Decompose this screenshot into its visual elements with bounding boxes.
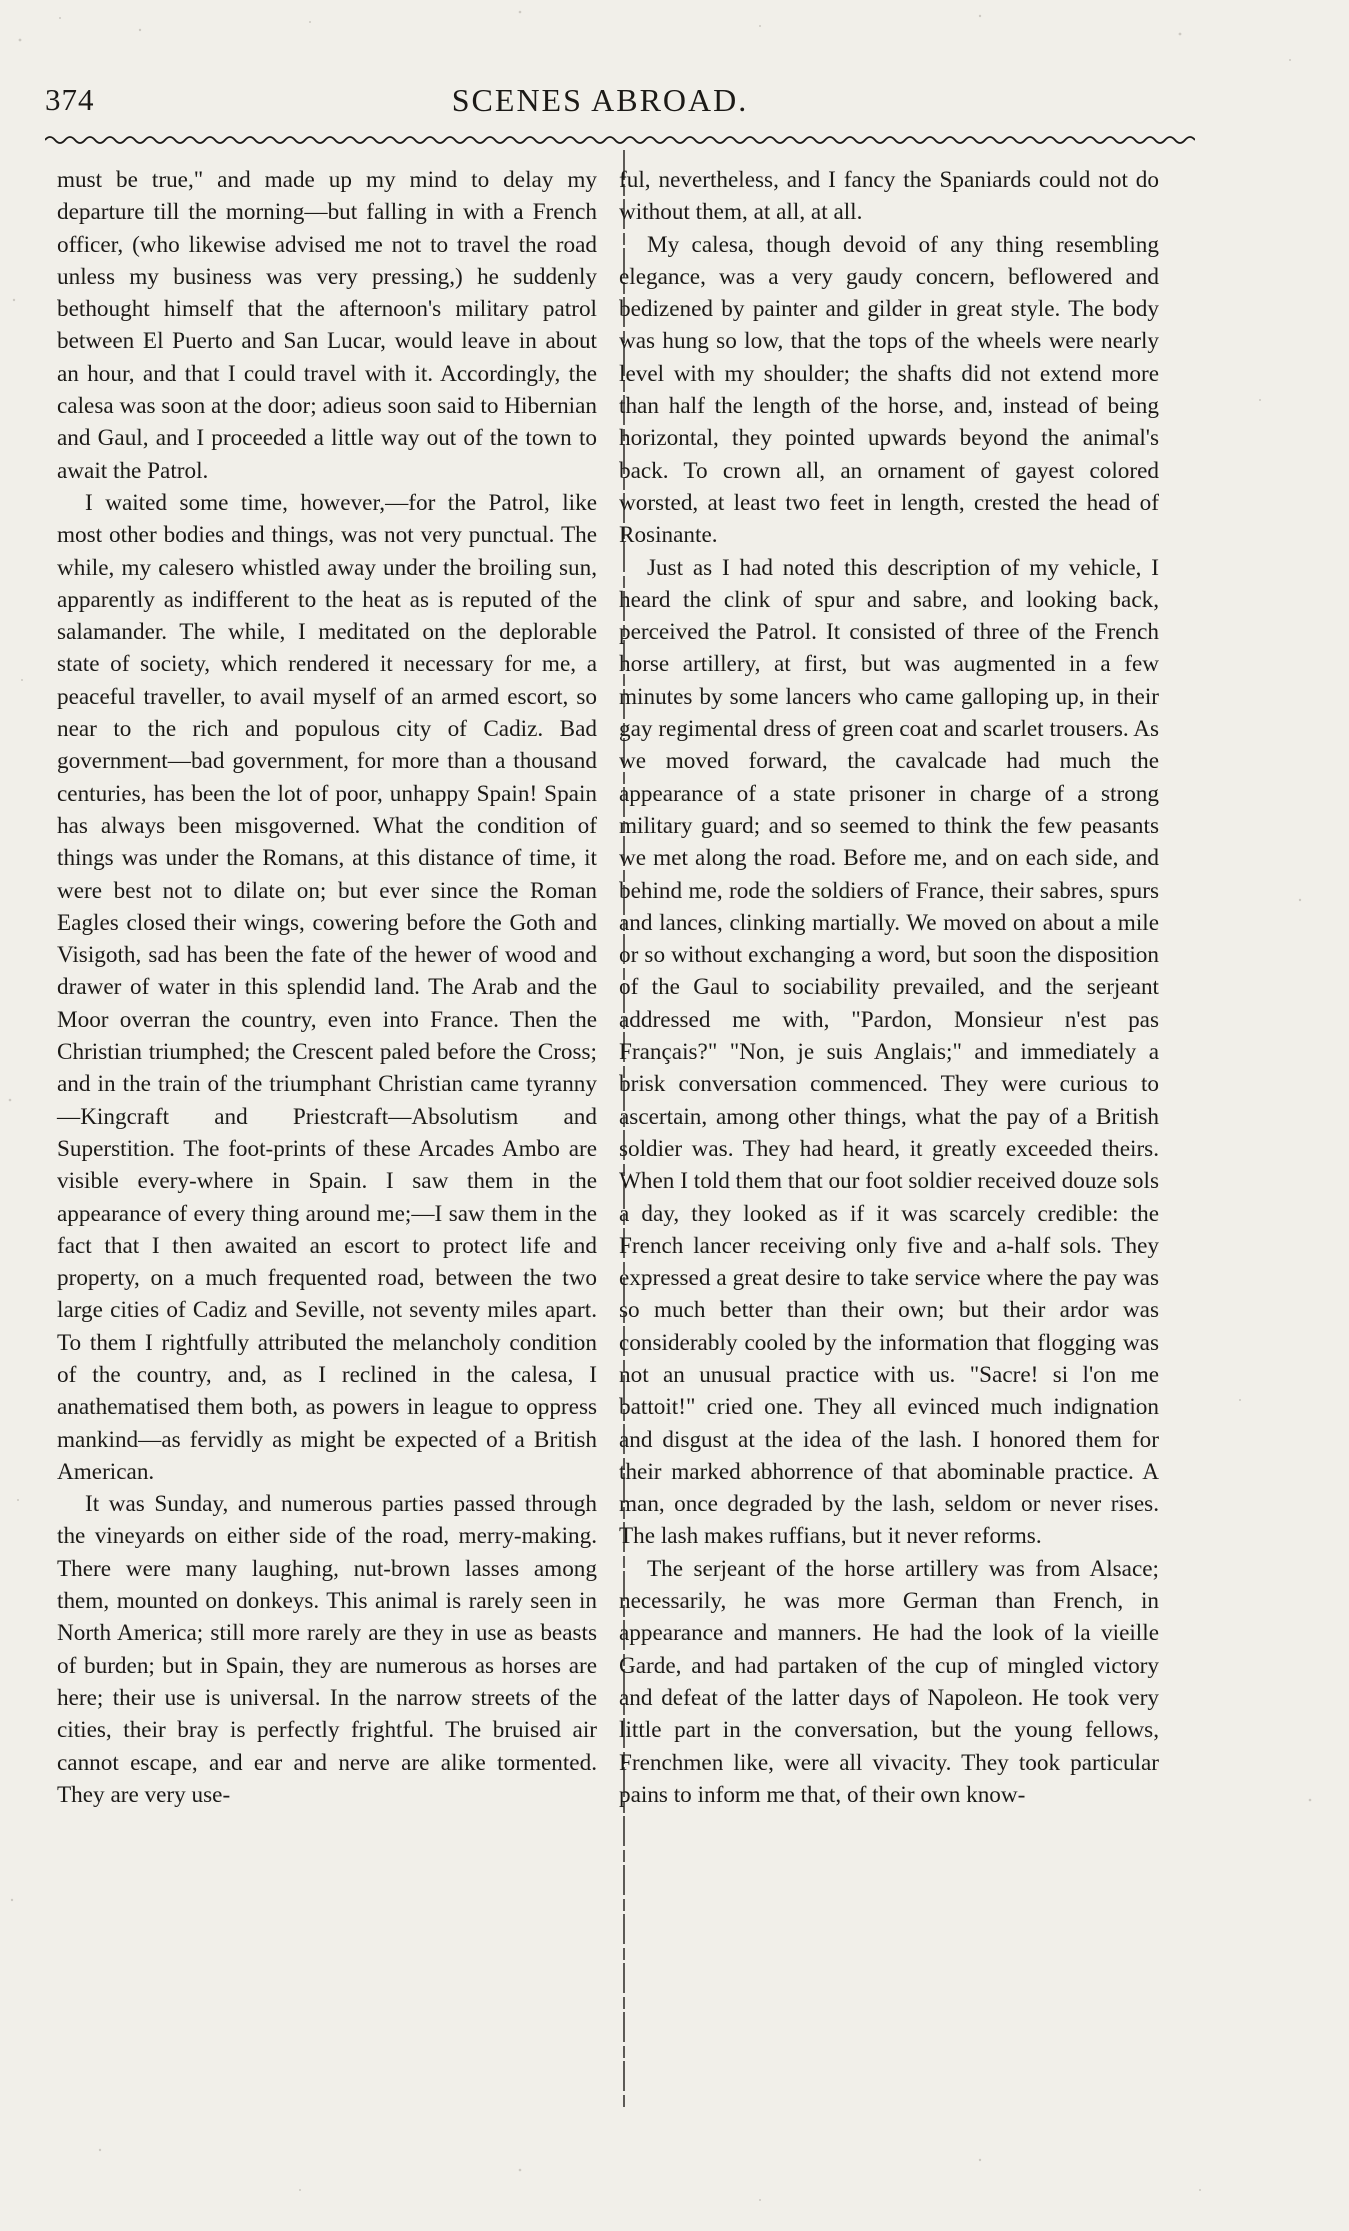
page-number: 374 bbox=[45, 82, 95, 117]
wavy-header-rule bbox=[45, 133, 1195, 147]
running-head: SCENES ABROAD. bbox=[451, 82, 749, 118]
paragraph: ful, nevertheless, and I fancy the Spaniards could not do without them, at all, at all. bbox=[619, 167, 1159, 226]
paragraph: It was Sunday, and numerous parties passed through the vineyards on either side of the road, merry-making. There were many laughing, nut-brown lasses among them, mounted on donkeys. This animal is rarely seen in North America; still more rarely are they in use as beasts of burden; but in Spain, they are numerous as horses are here; their use is universal. In the narrow streets of the cities, their bray is perfectly frightful. The bruised air cannot escape, and ear and nerve are alike tormented. They are very use- bbox=[57, 1491, 597, 1808]
paragraph: must be true," and made up my mind to delay my departure till the morning—but falling in with a French officer, (who likewise advised me not to travel the road unless my business was very pressing,) he suddenly bethought himself that the afternoon's military patrol between El Puerto and San Lucar, would leave in about an hour, and that I could travel with it. Accordingly, the calesa was soon at the door; adieus soon said to Hibernian and Gaul, and I proceeded a little way out of the town to await the Patrol. bbox=[57, 167, 597, 484]
page-header bbox=[45, 82, 1155, 128]
paragraph: My calesa, though devoid of any thing resembling elegance, was a very gaudy concern, beflowered and bedizened by painter and gilder in great style. The body was hung so low, that the tops of the wheels were nearly level with my shoulder; the shafts did not extend more than half the length of the horse, and, instead of being horizontal, they pointed upwards beyond the animal's back. To crown all, an ornament of gayest colored worsted, at least two feet in length, crested the head of Rosinante. bbox=[619, 231, 1159, 549]
paragraph: The serjeant of the horse artillery was from Alsace; necessarily, he was more German than French, in appearance and manners. He had the look of la vieille Garde, and had partaken of the cup of mingled victory and defeat of the latter days of Napoleon. He took very little part in the conversation, but the young fellows, Frenchmen like, were all vivacity. They took particular pains to inform me that, of their own know- bbox=[619, 1555, 1159, 1808]
paragraph: Just as I had noted this description of my vehicle, I heard the clink of spur and sabre, and looking back, perceived the Patrol. It consisted of three of the French horse artillery, at first, but was augmented in a few minutes by some lancers who came galloping up, in their gay regimental dress of green coat and scarlet trousers. As we moved forward, the cavalcade had much the appearance of a state prisoner in charge of a strong military guard; and so seemed to think the few peasants we met along the road. Before me, and on each side, and behind me, rode the soldiers of France, their sabres, spurs and lances, clinking martially. We moved on about a mile or so without exchanging a word, but soon the disposition of the Gaul to sociability prevailed, and the serjeant addressed me with, "Pardon, Monsieur n'est pas Français?" "Non, je suis Anglais;" and immediately a brisk conversation commenced. They were curious to ascertain, among other things, what the pay of a British soldier was. They had heard, it greatly exceeded theirs. When I told them that our foot soldier received douze sols a day, they looked as if it was scarcely credible: the French lancer receiving only five and a-half sols. They expressed a great desire to take service where the pay was so much better than their own; but their ardor was considerably cooled by the information that flogging was not an unusual practice with us. "Sacre! si l'on me battoit!" cried one. They all evinced much indignation and disgust at the idea of the lash. I honored them for their marked abhorrence of that abominable practice. A man, once degraded by the lash, seldom or never rises. The lash makes ruffians, but it never reforms. bbox=[619, 554, 1159, 1550]
left-text-column bbox=[57, 164, 597, 1811]
right-text-column bbox=[619, 164, 1159, 1811]
paragraph: I waited some time, however,—for the Patrol, like most other bodies and things, was not very punctual. The while, my calesero whistled away under the broiling sun, apparently as indifferent to the heat as is reputed of the salamander. The while, I meditated on the deplorable state of society, which rendered it necessary for me, a peaceful traveller, to avail myself of an armed escort, so near to the rich and populous city of Cadiz. Bad government—bad government, for more than a thousand centuries, has been the lot of poor, unhappy Spain! Spain has always been misgoverned. What the condition of things was under the Romans, at this distance of time, it were best not to dilate on; but ever since the Roman Eagles closed their wings, cowering before the Goth and Visigoth, sad has been the fate of the hewer of wood and drawer of water in this splendid land. The Arab and the Moor overran the country, even into France. Then the Christian triumphed; the Crescent paled before the Cross; and in the train of the triumphant Christian came tyranny—Kingcraft and Priestcraft—Absolutism and Superstition. The foot-prints of these Arcades Ambo are visible every-where in Spain. I saw them in the appearance of every thing around me;—I saw them in the fact that I then awaited an escort to protect life and property, on a much frequented road, between the two large cities of Cadiz and Seville, not seventy miles apart. To them I rightfully attributed the melancholy condition of the country, and, as I reclined in the calesa, I anathematised them both, as powers in league to oppress mankind—as fervidly as might be expected of a British American. bbox=[57, 489, 597, 1485]
